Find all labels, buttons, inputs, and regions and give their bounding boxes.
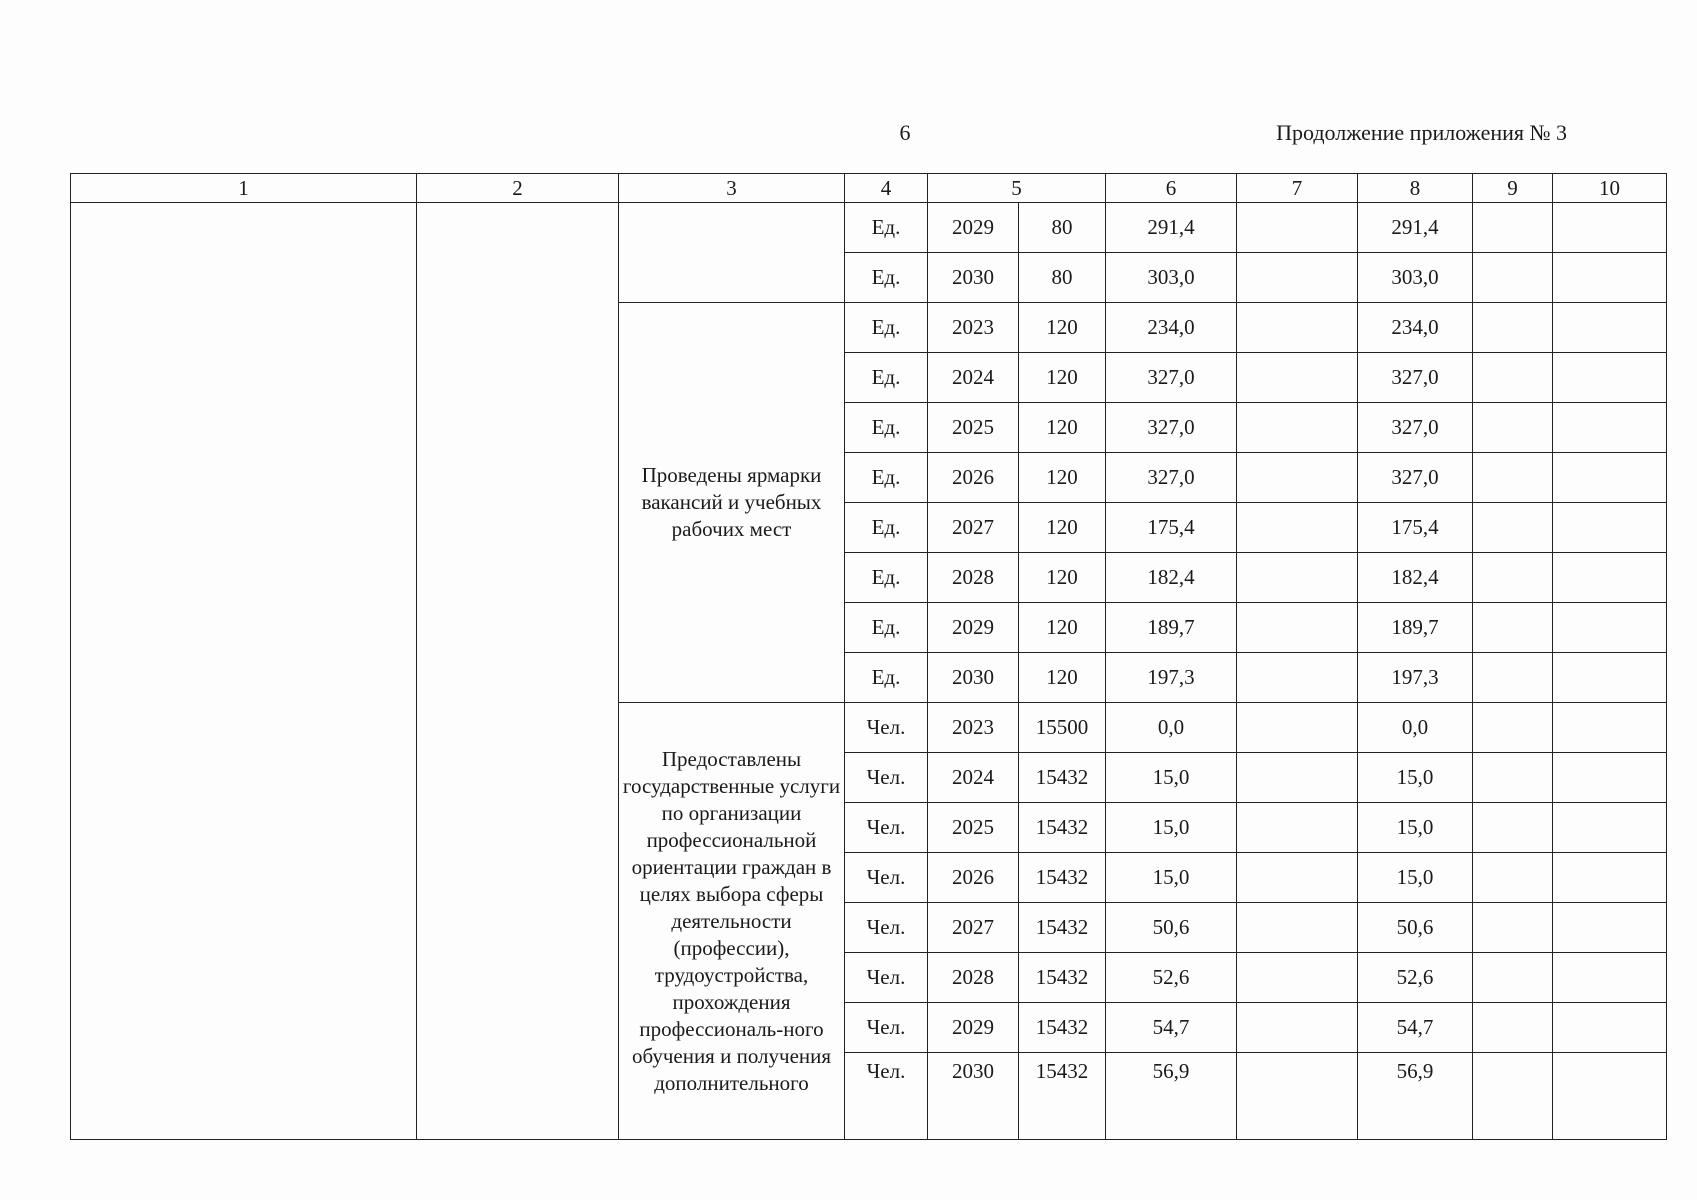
col10-cell (1553, 303, 1667, 353)
col10-cell (1553, 253, 1667, 303)
col8-cell: 56,9 (1358, 1053, 1473, 1140)
col10-cell (1553, 953, 1667, 1003)
year-cell: 2025 (928, 803, 1019, 853)
count-cell: 15432 (1019, 953, 1106, 1003)
col8-cell: 15,0 (1358, 853, 1473, 903)
col7-cell (1237, 403, 1358, 453)
column-header: 5 (928, 174, 1106, 203)
unit-cell: Чел. (845, 803, 928, 853)
col9-cell (1473, 553, 1553, 603)
count-cell: 15432 (1019, 803, 1106, 853)
col8-cell: 175,4 (1358, 503, 1473, 553)
column-1-cell (71, 203, 417, 1140)
col6-cell: 234,0 (1106, 303, 1237, 353)
col9-cell (1473, 253, 1553, 303)
count-cell: 120 (1019, 653, 1106, 703)
col7-cell (1237, 203, 1358, 253)
col7-cell (1237, 303, 1358, 353)
count-cell: 80 (1019, 253, 1106, 303)
col7-cell (1237, 253, 1358, 303)
year-cell: 2029 (928, 203, 1019, 253)
col7-cell (1237, 953, 1358, 1003)
year-cell: 2025 (928, 403, 1019, 453)
unit-cell: Ед. (845, 503, 928, 553)
col6-cell: 303,0 (1106, 253, 1237, 303)
col9-cell (1473, 403, 1553, 453)
col9-cell (1473, 853, 1553, 903)
unit-cell: Ед. (845, 453, 928, 503)
column-header: 10 (1553, 174, 1667, 203)
year-cell: 2029 (928, 1003, 1019, 1053)
col6-cell: 52,6 (1106, 953, 1237, 1003)
unit-cell: Ед. (845, 203, 928, 253)
unit-cell: Чел. (845, 853, 928, 903)
year-cell: 2024 (928, 753, 1019, 803)
column-2-cell (417, 203, 619, 1140)
column-header: 9 (1473, 174, 1553, 203)
col10-cell (1553, 853, 1667, 903)
table-row (71, 203, 1667, 253)
unit-cell: Ед. (845, 353, 928, 403)
col8-cell: 327,0 (1358, 403, 1473, 453)
col6-cell: 327,0 (1106, 403, 1237, 453)
year-cell: 2023 (928, 303, 1019, 353)
year-cell: 2030 (928, 1053, 1019, 1140)
col9-cell (1473, 603, 1553, 653)
col6-cell: 197,3 (1106, 653, 1237, 703)
col7-cell (1237, 753, 1358, 803)
unit-cell: Чел. (845, 1003, 928, 1053)
col9-cell (1473, 803, 1553, 853)
page-number: 6 (899, 120, 911, 145)
col10-cell (1553, 403, 1667, 453)
unit-cell: Чел. (845, 953, 928, 1003)
col6-cell: 327,0 (1106, 353, 1237, 403)
count-cell: 120 (1019, 503, 1106, 553)
column-header: 6 (1106, 174, 1237, 203)
unit-cell: Ед. (845, 253, 928, 303)
col8-cell: 327,0 (1358, 453, 1473, 503)
col7-cell (1237, 803, 1358, 853)
year-cell: 2030 (928, 253, 1019, 303)
year-cell: 2027 (928, 903, 1019, 953)
description-cell: Предоставлены государственные услуги по организации профессиональной ориентации граждан в целях выбора сферы деятельности (профессии), трудоустройства, прохождения профессиональ-ного обучения и получения дополнительного (619, 703, 845, 1140)
col10-cell (1553, 453, 1667, 503)
data-table (70, 173, 1667, 1140)
unit-cell: Ед. (845, 403, 928, 453)
col9-cell (1473, 703, 1553, 753)
year-cell: 2028 (928, 553, 1019, 603)
year-cell: 2024 (928, 353, 1019, 403)
col8-cell: 15,0 (1358, 803, 1473, 853)
column-header: 8 (1358, 174, 1473, 203)
col6-cell: 15,0 (1106, 853, 1237, 903)
count-cell: 120 (1019, 603, 1106, 653)
col9-cell (1473, 903, 1553, 953)
unit-cell: Ед. (845, 653, 928, 703)
count-cell: 15432 (1019, 903, 1106, 953)
col10-cell (1553, 1003, 1667, 1053)
col7-cell (1237, 903, 1358, 953)
col10-cell (1553, 703, 1667, 753)
year-cell: 2023 (928, 703, 1019, 753)
col10-cell (1553, 353, 1667, 403)
count-cell: 80 (1019, 203, 1106, 253)
col10-cell (1553, 603, 1667, 653)
col9-cell (1473, 303, 1553, 353)
col9-cell (1473, 503, 1553, 553)
col8-cell: 189,7 (1358, 603, 1473, 653)
col7-cell (1237, 853, 1358, 903)
col10-cell (1553, 653, 1667, 703)
col9-cell (1473, 1003, 1553, 1053)
col9-cell (1473, 1053, 1553, 1140)
column-header: 3 (619, 174, 845, 203)
col9-cell (1473, 353, 1553, 403)
col9-cell (1473, 953, 1553, 1003)
col7-cell (1237, 553, 1358, 603)
count-cell: 120 (1019, 553, 1106, 603)
column-header: 4 (845, 174, 928, 203)
col10-cell (1553, 753, 1667, 803)
unit-cell: Ед. (845, 303, 928, 353)
unit-cell: Чел. (845, 703, 928, 753)
description-cell (619, 203, 845, 303)
count-cell: 120 (1019, 453, 1106, 503)
year-cell: 2026 (928, 853, 1019, 903)
col8-cell: 303,0 (1358, 253, 1473, 303)
col8-cell: 50,6 (1358, 903, 1473, 953)
col6-cell: 50,6 (1106, 903, 1237, 953)
count-cell: 15500 (1019, 703, 1106, 753)
table-header (71, 174, 1667, 203)
col10-cell (1553, 203, 1667, 253)
col10-cell (1553, 903, 1667, 953)
col6-cell: 182,4 (1106, 553, 1237, 603)
col6-cell: 291,4 (1106, 203, 1237, 253)
col8-cell: 327,0 (1358, 353, 1473, 403)
col8-cell: 15,0 (1358, 753, 1473, 803)
col6-cell: 56,9 (1106, 1053, 1237, 1140)
count-cell: 15432 (1019, 853, 1106, 903)
col7-cell (1237, 503, 1358, 553)
unit-cell: Чел. (845, 1053, 928, 1140)
appendix-note: Продолжение приложения № 3 (1276, 120, 1567, 145)
col6-cell: 15,0 (1106, 753, 1237, 803)
year-cell: 2027 (928, 503, 1019, 553)
col8-cell: 54,7 (1358, 1003, 1473, 1053)
col10-cell (1553, 503, 1667, 553)
col6-cell: 54,7 (1106, 1003, 1237, 1053)
col8-cell: 291,4 (1358, 203, 1473, 253)
col6-cell: 189,7 (1106, 603, 1237, 653)
count-cell: 15432 (1019, 1053, 1106, 1140)
description-cell: Проведены ярмарки вакансий и учебных рабочих мест (619, 303, 845, 703)
year-cell: 2026 (928, 453, 1019, 503)
col6-cell: 327,0 (1106, 453, 1237, 503)
col6-cell: 175,4 (1106, 503, 1237, 553)
col7-cell (1237, 603, 1358, 653)
count-cell: 120 (1019, 353, 1106, 403)
col9-cell (1473, 453, 1553, 503)
count-cell: 120 (1019, 303, 1106, 353)
count-cell: 120 (1019, 403, 1106, 453)
unit-cell: Ед. (845, 553, 928, 603)
count-cell: 15432 (1019, 753, 1106, 803)
unit-cell: Чел. (845, 903, 928, 953)
col8-cell: 197,3 (1358, 653, 1473, 703)
unit-cell: Ед. (845, 603, 928, 653)
col7-cell (1237, 653, 1358, 703)
col7-cell (1237, 453, 1358, 503)
col9-cell (1473, 653, 1553, 703)
col6-cell: 0,0 (1106, 703, 1237, 753)
col10-cell (1553, 1053, 1667, 1140)
col7-cell (1237, 353, 1358, 403)
col7-cell (1237, 1003, 1358, 1053)
col7-cell (1237, 703, 1358, 753)
col9-cell (1473, 203, 1553, 253)
col7-cell (1237, 1053, 1358, 1140)
col8-cell: 182,4 (1358, 553, 1473, 603)
col9-cell (1473, 753, 1553, 803)
unit-cell: Чел. (845, 753, 928, 803)
year-cell: 2030 (928, 653, 1019, 703)
year-cell: 2028 (928, 953, 1019, 1003)
col6-cell: 15,0 (1106, 803, 1237, 853)
col8-cell: 52,6 (1358, 953, 1473, 1003)
col10-cell (1553, 803, 1667, 853)
col10-cell (1553, 553, 1667, 603)
column-header: 7 (1237, 174, 1358, 203)
header-row (71, 174, 1667, 203)
col8-cell: 0,0 (1358, 703, 1473, 753)
col8-cell: 234,0 (1358, 303, 1473, 353)
column-header: 2 (417, 174, 619, 203)
column-header: 1 (71, 174, 417, 203)
year-cell: 2029 (928, 603, 1019, 653)
table-body (71, 203, 1667, 1140)
count-cell: 15432 (1019, 1003, 1106, 1053)
